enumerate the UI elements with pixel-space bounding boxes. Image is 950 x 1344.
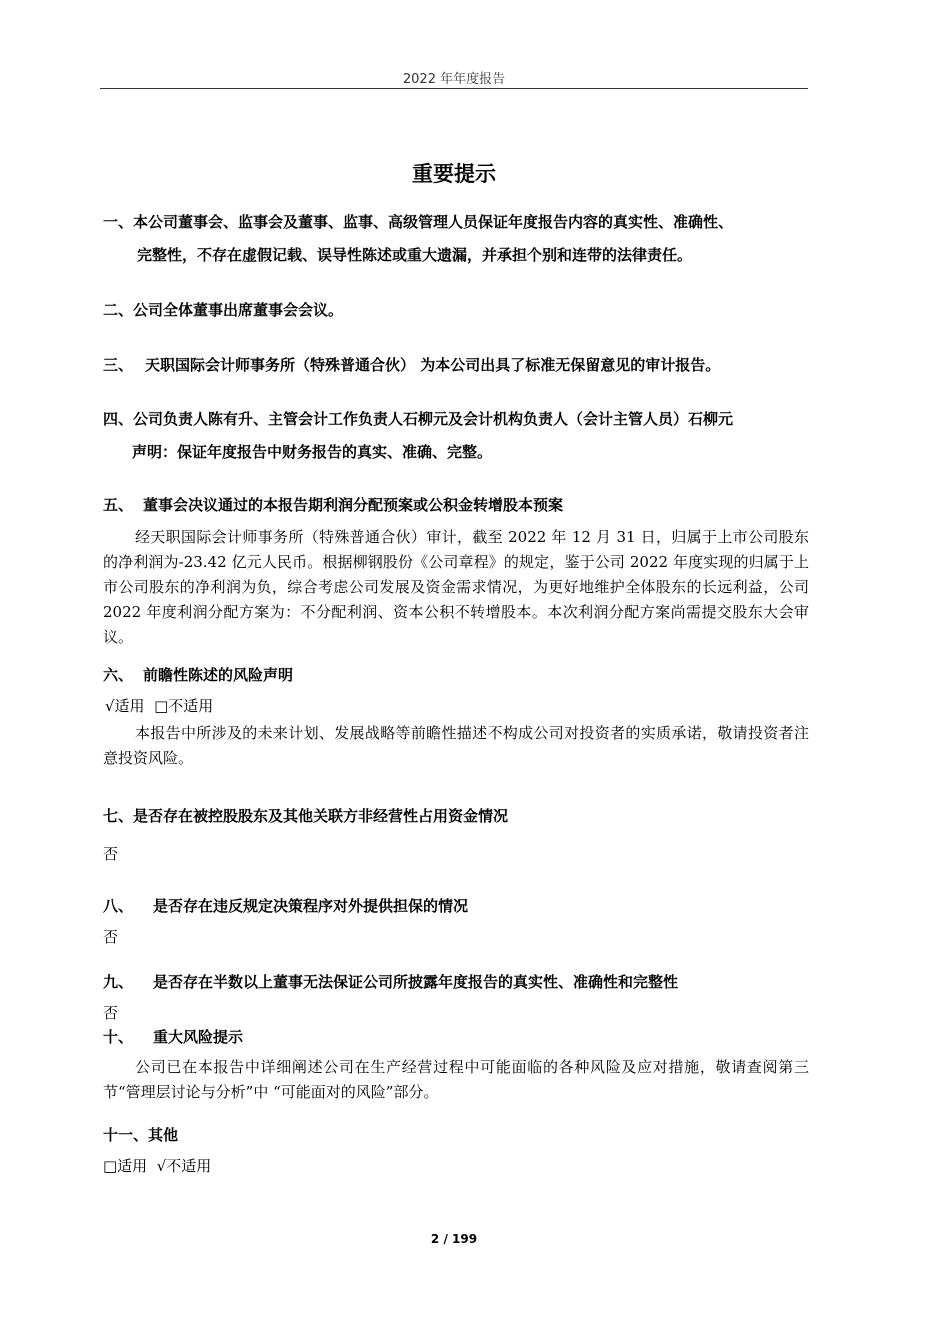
section-heading-text: 是否存在违反规定决策程序对外提供担保的情况 [153,897,469,915]
section-number: 七、 [103,807,134,825]
section-number: 三、 [103,356,134,374]
section-number: 二、 [103,301,134,319]
section-nine-answer: 否 [103,1004,119,1022]
section-heading-text: 重大风险提示 [153,1028,244,1046]
section-text: 公司负责人陈有升、主管会计工作负责人石柳元及会计机构负责人（会计主管人员）石柳元 [133,410,734,428]
section-two [103,299,811,320]
section-one-line1 [103,211,733,232]
section-four-line1 [103,408,733,429]
applicability-options: √适用 □不适用 [105,697,214,715]
section-eight-heading [103,895,811,916]
section-six-body: 本报告中所涉及的未来计划、发展战略等前瞻性描述不构成公司对投资者的实质承诺，敬请投资者注意投资风险。 [103,724,809,767]
section-number: 五、 [103,496,134,514]
section-text: 公司全体董事出席董事会会议。 [133,301,344,319]
section-number: 一、 [103,213,134,231]
section-heading-text: 前瞻性陈述的风险声明 [143,666,294,684]
section-number: 十、 [103,1028,134,1046]
section-eight-answer: 否 [103,928,119,946]
running-header: 2022 年年度报告 [402,72,506,87]
section-one-line2: 完整性，不存在虚假记载、误导性陈述或重大遗漏，并承担个别和连带的法律责任。 [137,246,693,264]
section-ten-heading [103,1026,811,1047]
section-heading-text: 是否存在半数以上董事无法保证公司所披露年度报告的真实性、准确性和完整性 [153,973,679,991]
section-number: 四、 [103,410,134,428]
section-text: 本公司董事会、监事会及董事、监事、高级管理人员保证年度报告内容的真实性、准确性、 [133,213,734,231]
header-divider [100,88,808,89]
section-heading-text: 其他 [148,1126,179,1144]
section-heading-text: 董事会决议通过的本报告期利润分配预案或公积金转增股本预案 [143,496,564,514]
applicability-options: □适用 √不适用 [103,1157,212,1175]
section-number: 十一、 [103,1126,149,1144]
section-text: 天职国际会计师事务所（特殊普通合伙） 为本公司出具了标准无保留意见的审计报告。 [145,356,721,374]
section-five-body: 经天职国际会计师事务所（特殊普通合伙）审计，截至 2022 年 12 月 31 日，归属于上市公司股东的净利润为-23.42 亿元人民币。根据柳钢股份《公司章程》的规定，鉴于公司 2022 年度实现的归属于上市公司股东的净利润为负，综合考虑公司发展及资金需求情况，为更好地维护全体股东的长远利益，公司 2022 年度利润分配方案为：不分配利润、资本公积不转增股本。本次利润分配方案尚需提交股东大会审议。 [103,528,809,646]
section-three [103,354,811,375]
section-number: 六、 [103,666,134,684]
section-seven-answer: 否 [103,845,119,863]
section-heading-text: 是否存在被控股股东及其他关联方非经营性占用资金情况 [133,807,509,825]
page-number: 2 / 199 [430,1232,478,1246]
section-six-heading [103,664,811,685]
section-nine-heading [103,971,811,992]
section-ten-body: 公司已在本报告中详细阐述公司在生产经营过程中可能面临的各种风险及应对措施，敬请查阅第三节“管理层讨论与分析”中 “可能面对的风险”部分。 [103,1058,809,1101]
section-five-heading [103,494,811,515]
section-number: 九、 [103,973,134,991]
section-four-line2: 声明：保证年度报告中财务报告的真实、准确、完整。 [132,443,493,461]
section-eleven-heading [103,1124,811,1145]
page-title: 重要提示 [412,162,496,186]
section-seven-heading [103,805,811,826]
section-number: 八、 [103,897,134,915]
